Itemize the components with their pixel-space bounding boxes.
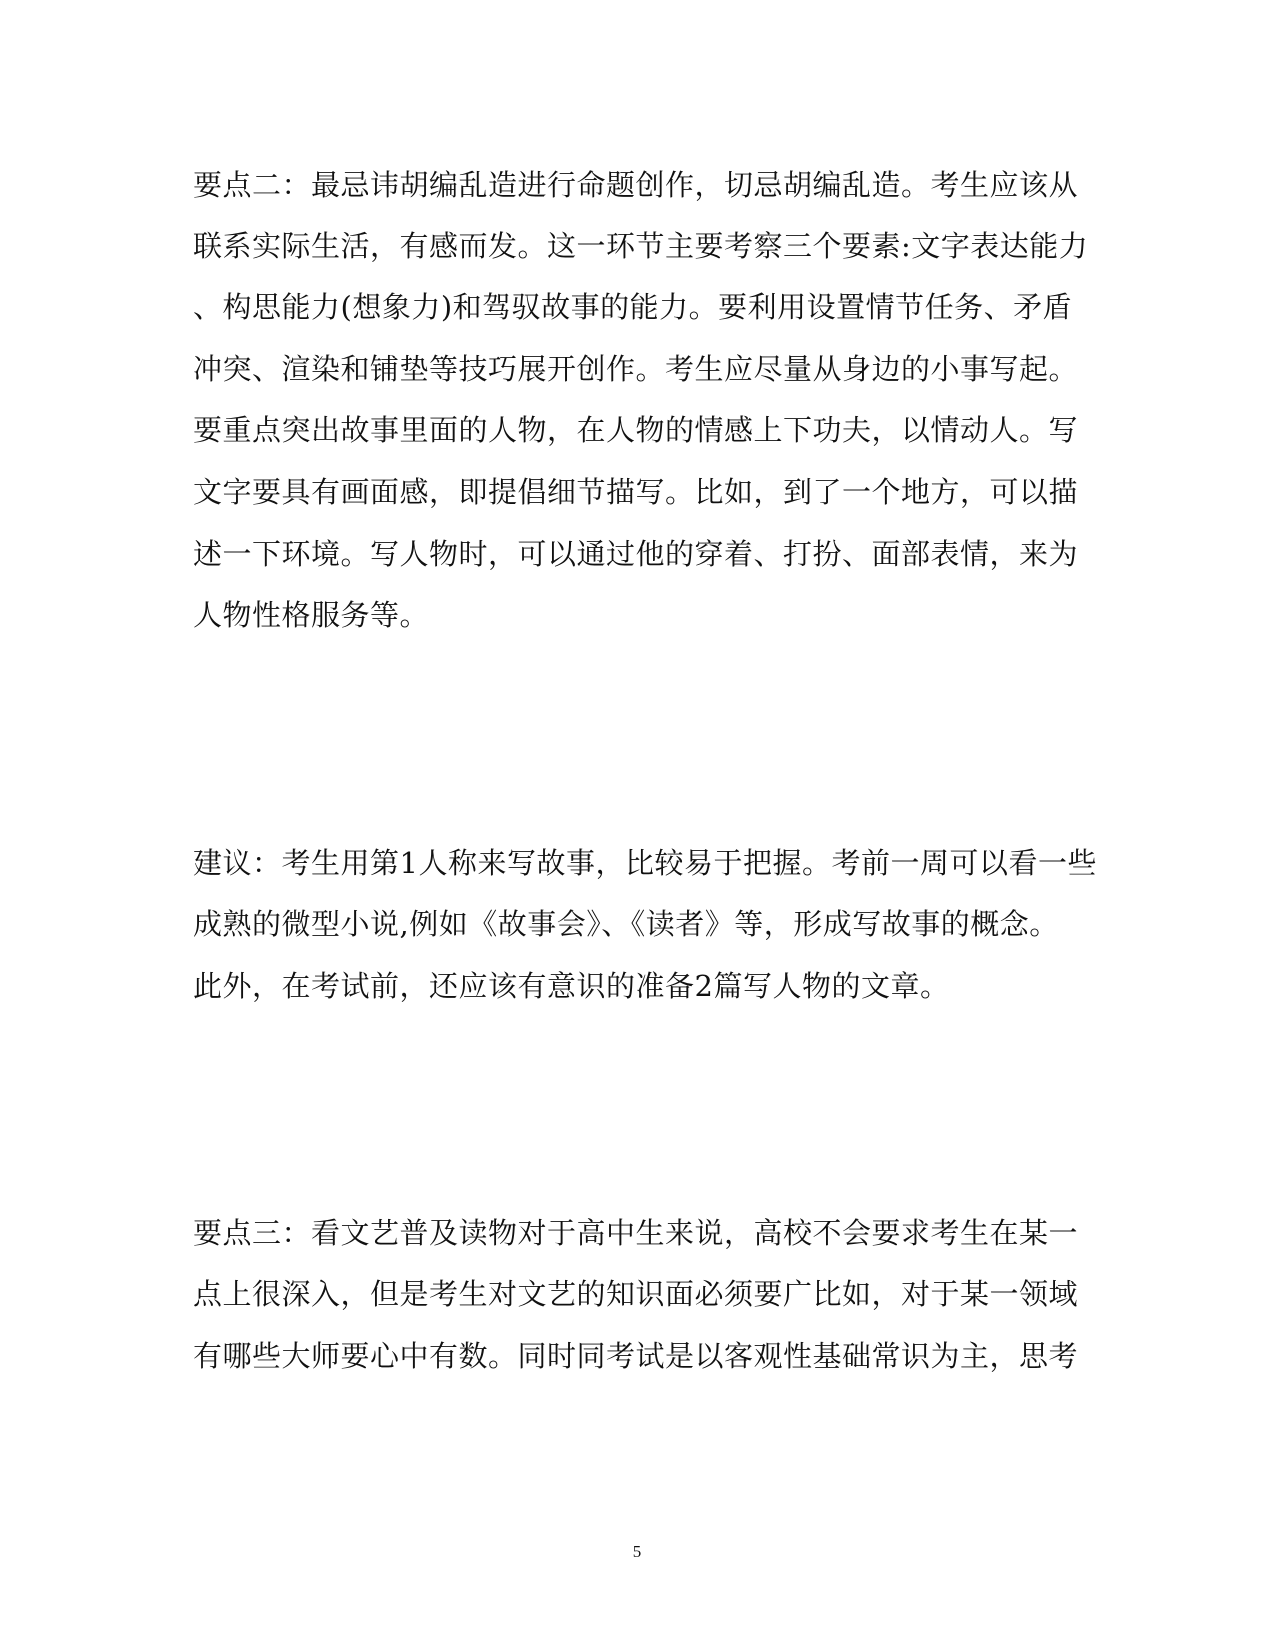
text-line: 点上很深入，但是考生对文艺的知识面必须要广比如，对于某一领域 <box>193 1277 1079 1311</box>
text-line: 有哪些大师要心中有数。同时同考试是以客观性基础常识为主，思考 <box>193 1339 1079 1373</box>
text-line: 要点二：最忌讳胡编乱造进行命题创作，切忌胡编乱造。考生应该从 <box>193 168 1079 202</box>
text-line: 联系实际生活，有感而发。这一环节主要考察三个要素:文字表达能力 <box>193 229 1089 263</box>
text-line: 要点三：看文艺普及读物对于高中生来说，高校不会要求考生在某一 <box>193 1216 1079 1250</box>
text-line: 要重点突出故事里面的人物，在人物的情感上下功夫，以情动人。写 <box>193 413 1079 447</box>
text-line: 冲突、渲染和铺垫等技巧展开创作。考生应尽量从身边的小事写起。 <box>193 352 1079 386</box>
text-line: 成熟的微型小说,例如《故事会》、《读者》等，形成写故事的概念。 <box>193 907 1059 941</box>
text-line: 建议：考生用第1人称来写故事，比较易于把握。考前一周可以看一些 <box>193 846 1097 880</box>
text-line: 、构思能力(想象力)和驾驭故事的能力。要利用设置情节任务、矛盾 <box>193 290 1073 324</box>
page-number: 5 <box>632 1542 642 1561</box>
text-line: 此外，在考试前，还应该有意识的准备2篇写人物的文章。 <box>193 969 950 1003</box>
text-line: 述一下环境。写人物时，可以通过他的穿着、打扮、面部表情，来为 <box>193 537 1079 571</box>
text-line: 文字要具有画面感，即提倡细节描写。比如，到了一个地方，可以描 <box>193 475 1079 509</box>
text-line: 人物性格服务等。 <box>193 598 430 632</box>
